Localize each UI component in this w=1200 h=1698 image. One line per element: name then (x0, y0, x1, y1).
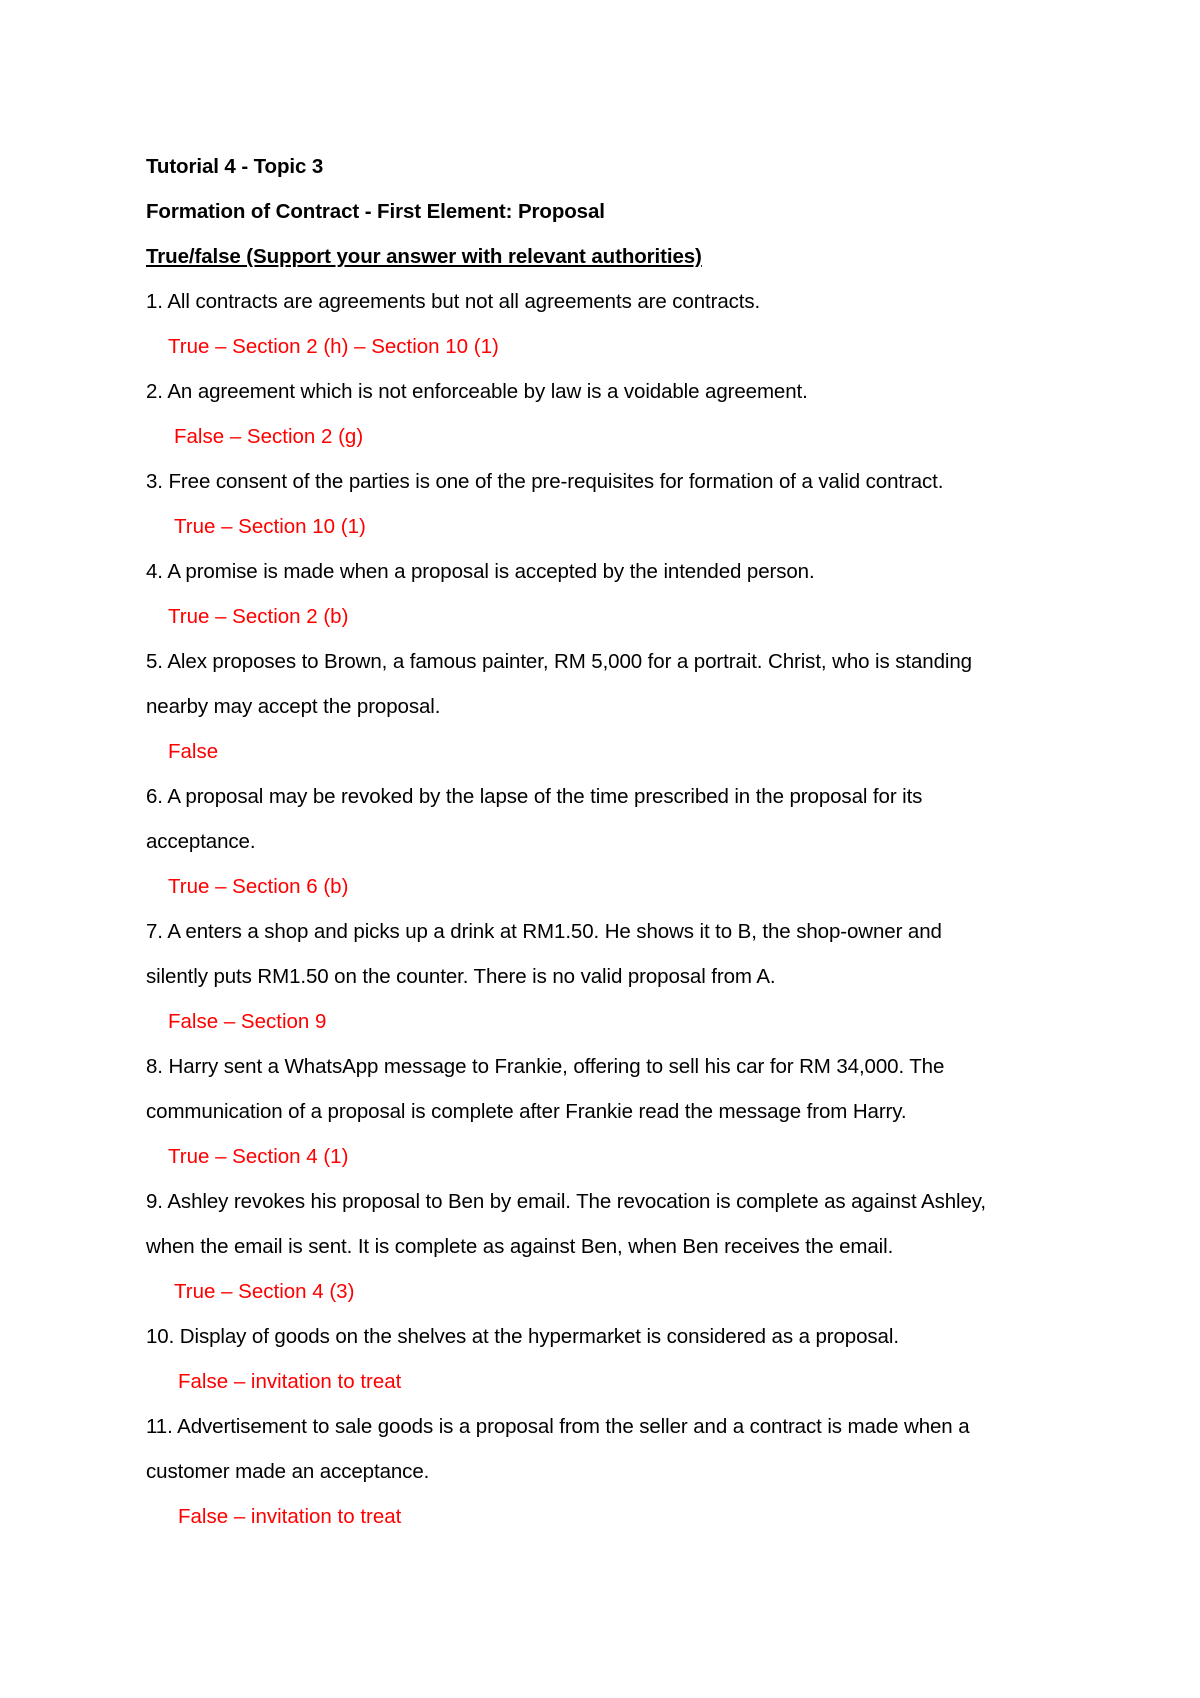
question-text-continued: communication of a proposal is complete after Frankie read the message from Harry. (146, 1100, 907, 1123)
topic-subtitle: Formation of Contract - First Element: Proposal (146, 200, 605, 223)
question-6 (146, 774, 1086, 909)
question-text: 6. A proposal may be revoked by the lapse of the time prescribed in the proposal for its (146, 785, 923, 808)
answer-text: False – Section 2 (g) (174, 425, 364, 448)
question-text: 7. A enters a shop and picks up a drink at RM1.50. He shows it to B, the shop-owner and (146, 920, 942, 943)
question-8 (146, 1044, 1086, 1179)
question-text: 10. Display of goods on the shelves at the hypermarket is considered as a proposal. (146, 1325, 899, 1348)
question-2 (146, 369, 1086, 459)
answer-text: True – Section 2 (b) (168, 605, 349, 628)
answer-text: True – Section 4 (3) (174, 1280, 355, 1303)
question-1 (146, 279, 1086, 369)
question-text-continued: customer made an acceptance. (146, 1460, 430, 1483)
answer-text: True – Section 2 (h) – Section 10 (1) (168, 335, 499, 358)
question-text-continued: nearby may accept the proposal. (146, 695, 441, 718)
question-9 (146, 1179, 1086, 1314)
answer-text: True – Section 6 (b) (168, 875, 349, 898)
question-4 (146, 549, 1086, 639)
question-text: 2. An agreement which is not enforceable by law is a voidable agreement. (146, 380, 808, 403)
question-text: 3. Free consent of the parties is one of the pre-requisites for formation of a valid contract. (146, 470, 944, 493)
question-text: 9. Ashley revokes his proposal to Ben by email. The revocation is complete as against Ashley, (146, 1190, 987, 1213)
instruction-heading: True/false (Support your answer with relevant authorities) (146, 245, 702, 268)
question-text-continued: silently puts RM1.50 on the counter. There is no valid proposal from A. (146, 965, 776, 988)
document-content (146, 144, 1086, 1539)
question-11 (146, 1404, 1086, 1539)
question-text: 11. Advertisement to sale goods is a proposal from the seller and a contract is made when a (146, 1415, 970, 1438)
question-text-continued: acceptance. (146, 830, 256, 853)
question-text-continued: when the email is sent. It is complete as against Ben, when Ben receives the email. (146, 1235, 894, 1258)
answer-text: False – invitation to treat (178, 1505, 402, 1528)
question-text: 4. A promise is made when a proposal is accepted by the intended person. (146, 560, 815, 583)
question-5 (146, 639, 1086, 774)
question-text: 1. All contracts are agreements but not all agreements are contracts. (146, 290, 761, 313)
question-text: 8. Harry sent a WhatsApp message to Frankie, offering to sell his car for RM 34,000. The (146, 1055, 945, 1078)
answer-text: False – invitation to treat (178, 1370, 402, 1393)
answer-text: True – Section 4 (1) (168, 1145, 349, 1168)
answer-text: True – Section 10 (1) (174, 515, 366, 538)
question-10 (146, 1314, 1086, 1404)
question-7 (146, 909, 1086, 1044)
question-text: 5. Alex proposes to Brown, a famous painter, RM 5,000 for a portrait. Christ, who is standing (146, 650, 972, 673)
answer-text: False – Section 9 (168, 1010, 327, 1033)
tutorial-title: Tutorial 4 - Topic 3 (146, 155, 324, 178)
answer-text: False (168, 740, 219, 763)
question-3 (146, 459, 1086, 549)
